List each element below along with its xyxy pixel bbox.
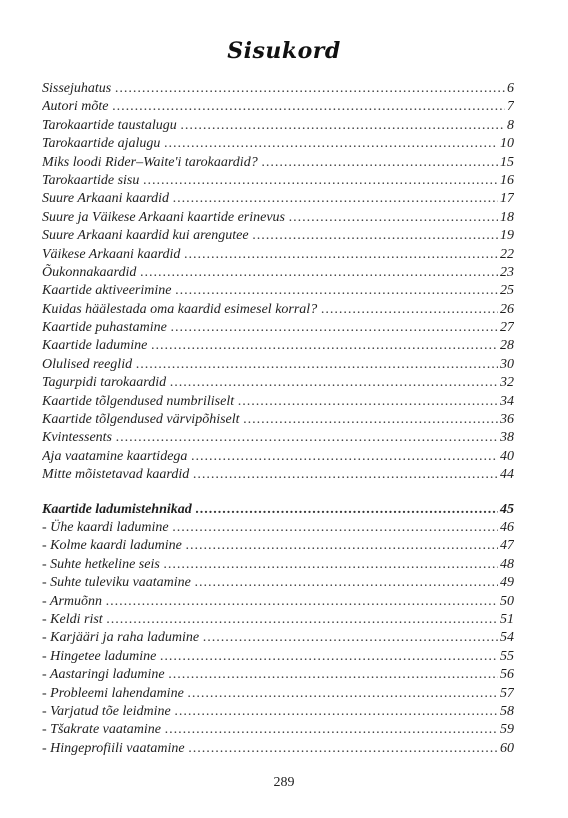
dot-leader bbox=[173, 519, 498, 537]
dot-leader bbox=[289, 209, 498, 227]
toc-entry bbox=[42, 721, 514, 739]
toc-entry bbox=[42, 685, 514, 703]
dot-leader bbox=[191, 448, 498, 466]
dot-leader bbox=[262, 154, 498, 172]
toc-entry bbox=[42, 466, 514, 484]
toc-section-heading bbox=[42, 501, 514, 519]
toc-entry bbox=[42, 98, 514, 116]
toc-entry-label: Väikese Arkaani kaardid bbox=[42, 246, 181, 262]
toc-entry-page: 16 bbox=[500, 172, 514, 188]
toc-entry-page: 28 bbox=[500, 338, 514, 354]
toc-entry bbox=[42, 374, 514, 392]
toc-entry bbox=[42, 246, 514, 264]
toc-entry bbox=[42, 337, 514, 355]
toc-entry bbox=[42, 301, 514, 319]
toc-entry-label: Kaartide tõlgendused värvipõhiselt bbox=[42, 412, 240, 428]
toc-entry-page: 38 bbox=[500, 430, 514, 446]
toc-entry-page: 54 bbox=[500, 630, 514, 646]
toc-entry bbox=[42, 648, 514, 666]
dot-leader bbox=[107, 611, 498, 629]
toc-entry-page: 46 bbox=[500, 519, 514, 535]
toc-entry-page: 49 bbox=[500, 575, 514, 591]
toc-entry bbox=[42, 593, 514, 611]
toc-entry bbox=[42, 629, 514, 647]
toc-entry bbox=[42, 80, 514, 98]
toc-entry-label: Tarokaartide sisu bbox=[42, 172, 140, 188]
toc-entry-page: 51 bbox=[500, 611, 514, 627]
toc-entry-label: Kaartide aktiveerimine bbox=[42, 283, 172, 299]
toc-entry-label: - Kolme kaardi ladumine bbox=[42, 538, 182, 554]
dot-leader bbox=[175, 703, 498, 721]
dot-leader bbox=[175, 282, 498, 300]
toc-entry-label: Kvintessents bbox=[42, 430, 112, 446]
toc-entry-label: - Karjääri ja raha ladumine bbox=[42, 630, 200, 646]
dot-leader bbox=[151, 337, 498, 355]
toc-entry-page: 6 bbox=[507, 81, 514, 96]
toc-entry-page: 26 bbox=[500, 301, 514, 317]
toc-entry-label: - Probleemi lahendamine bbox=[42, 685, 184, 701]
toc-entry-page: 60 bbox=[500, 740, 514, 756]
toc-entry-page: 8 bbox=[507, 117, 514, 133]
toc-entry bbox=[42, 319, 514, 337]
toc-entry-page: 17 bbox=[500, 191, 514, 207]
dot-leader bbox=[116, 429, 498, 447]
toc-entry-label: Tarokaartide taustalugu bbox=[42, 117, 177, 133]
toc-entry-label: Kaartide ladumistehnikad bbox=[42, 501, 192, 517]
toc-entry-page: 44 bbox=[500, 467, 514, 483]
toc-entry-page: 30 bbox=[500, 356, 514, 372]
toc-entry-label: Kaartide ladumine bbox=[42, 338, 148, 354]
toc-entry-label: Õukonnakaardid bbox=[42, 264, 137, 280]
dot-leader bbox=[195, 574, 498, 592]
dot-leader bbox=[181, 117, 505, 135]
toc-entry-page: 36 bbox=[500, 412, 514, 428]
table-of-contents bbox=[42, 80, 514, 758]
toc-entry-label: - Hingeprofiili vaatamine bbox=[42, 740, 185, 756]
toc-entry-page: 7 bbox=[507, 99, 514, 115]
dot-leader bbox=[164, 556, 498, 574]
toc-entry-label: Kaartide tõlgendused numbriliselt bbox=[42, 393, 235, 409]
toc-entry-label: Suure ja Väikese Arkaani kaartide erinevus bbox=[42, 209, 285, 225]
toc-entry-label: - Keldi rist bbox=[42, 611, 103, 627]
page-number: 289 bbox=[273, 775, 295, 790]
toc-entry-page: 18 bbox=[500, 209, 514, 225]
toc-entry bbox=[42, 227, 514, 245]
dot-leader bbox=[170, 374, 498, 392]
dot-leader bbox=[188, 685, 498, 703]
toc-entry-label: Aja vaatamine kaartidega bbox=[42, 448, 188, 464]
section-gap bbox=[42, 485, 514, 501]
toc-entry-page: 40 bbox=[500, 448, 514, 464]
dot-leader bbox=[113, 98, 506, 116]
toc-entry-label: Suure Arkaani kaardid bbox=[42, 191, 170, 207]
toc-entry-label: - Ühe kaardi ladumine bbox=[42, 519, 169, 535]
toc-entry-label: - Aastaringi ladumine bbox=[42, 667, 165, 683]
dot-leader bbox=[244, 411, 498, 429]
dot-leader bbox=[238, 393, 498, 411]
toc-entry bbox=[42, 411, 514, 429]
toc-entry-page: 47 bbox=[500, 538, 514, 554]
toc-entry-label: Miks loodi Rider–Waite'i tarokaardid? bbox=[42, 154, 258, 170]
toc-entry bbox=[42, 519, 514, 537]
dot-leader bbox=[253, 227, 498, 245]
toc-entry bbox=[42, 703, 514, 721]
dot-leader bbox=[186, 537, 498, 555]
dot-leader bbox=[115, 80, 505, 98]
toc-entry-label: Tagurpidi tarokaardid bbox=[42, 375, 167, 391]
toc-entry bbox=[42, 172, 514, 190]
toc-entry bbox=[42, 448, 514, 466]
toc-entry bbox=[42, 666, 514, 684]
toc-entry-page: 23 bbox=[500, 264, 514, 280]
toc-entry-page: 19 bbox=[500, 228, 514, 244]
toc-entry bbox=[42, 393, 514, 411]
dot-leader bbox=[160, 648, 498, 666]
dot-leader bbox=[321, 301, 498, 319]
toc-entry-page: 22 bbox=[500, 246, 514, 262]
dot-leader bbox=[196, 501, 498, 519]
toc-entry bbox=[42, 190, 514, 208]
toc-entry bbox=[42, 740, 514, 758]
toc-entry bbox=[42, 117, 514, 135]
toc-entry-page: 59 bbox=[500, 722, 514, 738]
toc-entry-label: Kaartide puhastamine bbox=[42, 320, 167, 336]
dot-leader bbox=[164, 135, 498, 153]
toc-entry bbox=[42, 264, 514, 282]
toc-entry-page: 32 bbox=[500, 375, 514, 391]
toc-entry bbox=[42, 537, 514, 555]
toc-entry-page: 55 bbox=[500, 648, 514, 664]
toc-entry-label: - Varjatud tõe leidmine bbox=[42, 703, 171, 719]
toc-entry-page: 25 bbox=[500, 283, 514, 299]
toc-entry-page: 58 bbox=[500, 703, 514, 719]
dot-leader bbox=[169, 666, 498, 684]
toc-entry bbox=[42, 282, 514, 300]
toc-entry bbox=[42, 356, 514, 374]
dot-leader bbox=[136, 356, 498, 374]
toc-entry bbox=[42, 135, 514, 153]
toc-entry bbox=[42, 429, 514, 447]
dot-leader bbox=[143, 172, 498, 190]
toc-entry-page: 57 bbox=[500, 685, 514, 701]
toc-entry-page: 27 bbox=[500, 320, 514, 336]
toc-entry-label: Sissejuhatus bbox=[42, 81, 112, 96]
toc-entry bbox=[42, 574, 514, 592]
toc-entry-page: 10 bbox=[500, 136, 514, 152]
toc-entry-label: Suure Arkaani kaardid kui arengutee bbox=[42, 228, 249, 244]
toc-entry-page: 34 bbox=[500, 393, 514, 409]
toc-entry-label: - Tšakrate vaatamine bbox=[42, 722, 161, 738]
toc-entry bbox=[42, 154, 514, 172]
toc-entry-label: Olulised reeglid bbox=[42, 356, 133, 372]
toc-entry-label: - Suhte hetkeline seis bbox=[42, 556, 160, 572]
dot-leader bbox=[165, 721, 498, 739]
toc-entry-label: - Hingetee ladumine bbox=[42, 648, 157, 664]
toc-entry bbox=[42, 556, 514, 574]
toc-entry-page: 56 bbox=[500, 667, 514, 683]
toc-entry-label: Tarokaartide ajalugu bbox=[42, 136, 161, 152]
dot-leader bbox=[189, 740, 498, 758]
toc-entry-label: Autori mõte bbox=[42, 99, 109, 115]
toc-entry-page: 45 bbox=[500, 501, 514, 517]
page-title: Sisukord bbox=[227, 38, 341, 64]
toc-entry bbox=[42, 611, 514, 629]
toc-entry-page: 48 bbox=[500, 556, 514, 572]
dot-leader bbox=[173, 190, 498, 208]
toc-entry bbox=[42, 209, 514, 227]
toc-entry-page: 15 bbox=[500, 154, 514, 170]
toc-entry-label: Mitte mõistetavad kaardid bbox=[42, 467, 190, 483]
dot-leader bbox=[106, 593, 498, 611]
dot-leader bbox=[184, 246, 498, 264]
toc-entry-label: Kuidas häälestada oma kaardid esimesel korral? bbox=[42, 301, 318, 317]
dot-leader bbox=[193, 466, 498, 484]
toc-entry-page: 50 bbox=[500, 593, 514, 609]
dot-leader bbox=[203, 629, 498, 647]
toc-entry-label: - Armuõnn bbox=[42, 593, 103, 609]
dot-leader bbox=[171, 319, 498, 337]
dot-leader bbox=[140, 264, 498, 282]
toc-entry-label: - Suhte tuleviku vaatamine bbox=[42, 575, 191, 591]
